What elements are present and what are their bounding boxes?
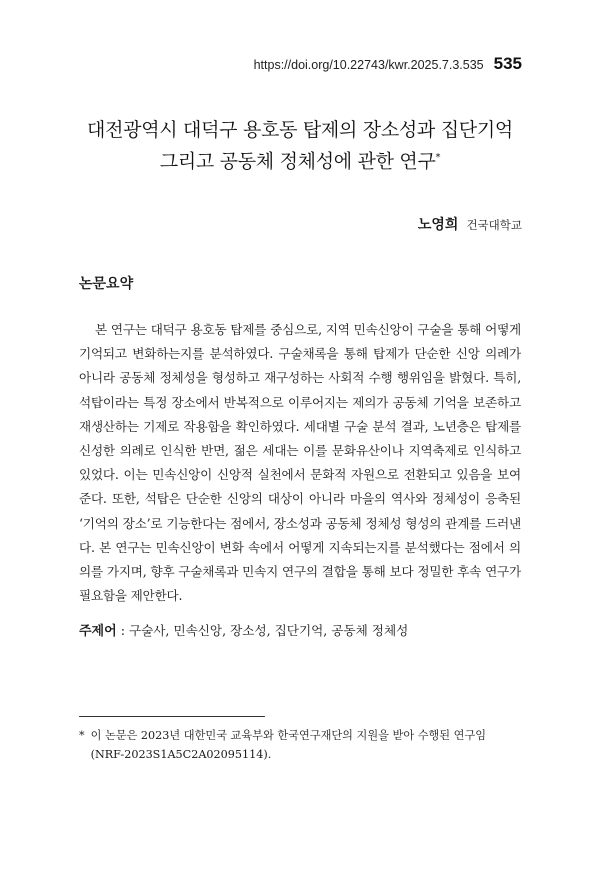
- author-block: [418, 214, 522, 234]
- footnote-mark: *: [79, 729, 85, 742]
- title-line-2: [60, 144, 540, 175]
- footnote-text: 이 논문은 2023년 대한민국 교육부와 한국연구재단의 지원을 받아 수행된 연구임 (NRF-2023S1A5C2A02095114).: [90, 729, 487, 761]
- title-line-1: 대전광역시 대덕구 용호동 탑제의 장소성과 집단기억: [87, 119, 513, 141]
- page-number: 535: [493, 54, 522, 73]
- abstract-heading: 논문요약: [79, 276, 134, 292]
- footnote-divider: [79, 716, 265, 717]
- title-footnote-mark: *: [435, 152, 441, 163]
- keywords: [79, 620, 521, 643]
- abstract-body: 본 연구는 대덕구 용호동 탑제를 중심으로, 지역 민속신앙이 구술을 통해 어떻게 기억되고 변화하는지를 분석하였다. 구술채록을 통해 탑제가 단순한 신앙 의례가 아니라 공동체 정체성을 형성하고 재구성하는 사회적 수행 행위임을 밝혔다. 특히, 석탑이라는 특정 장소에서 반복적으로 이루어지는 제의가 공동체 기억을 보존하고 재생산하는 기제로 작용함을 확인하였다. 세대별 구술 분석 결과, 노년층은 탑제를 신성한 의례로 인식한 반면, 젊은 세대는 이를 문화유산이나 지역축제로 인식하고 있었다. 이는 민속신앙이 신앙적 실천에서 문화적 자원으로 전환되고 있음을 보여준다. 또한, 석탑은 단순한 신앙의 대상이 아니라 마을의 역사와 정체성이 응축된 ‘기억의 장소’로 기능한다는 점에서, 장소성과 공동체 정체성 형성의 관계를 드러낸다. 본 연구는 민속신앙이 변화 속에서 어떻게 지속되는지를 분석했다는 점에서 의의를 가지며, 향후 구술채록과 민속지 연구의 결합을 통해 보다 정밀한 후속 연구가 필요함을 제안한다.: [79, 322, 521, 604]
- title-line-2-text: 그리고 공동체 정체성에 관한 연구: [159, 150, 436, 173]
- author-name: 노영희: [417, 217, 459, 233]
- keywords-list: 구술사, 민속신앙, 장소성, 집단기억, 공동체 정체성: [128, 623, 409, 638]
- running-header: [254, 54, 522, 74]
- keywords-label: 주제어: [79, 624, 117, 639]
- paper-title: [60, 116, 540, 175]
- footnote: [79, 726, 523, 764]
- author-affiliation: 건국대학교: [466, 218, 522, 232]
- keywords-separator: :: [116, 623, 129, 638]
- doi-link[interactable]: https://doi.org/10.22743/kwr.2025.7.3.535: [253, 58, 484, 72]
